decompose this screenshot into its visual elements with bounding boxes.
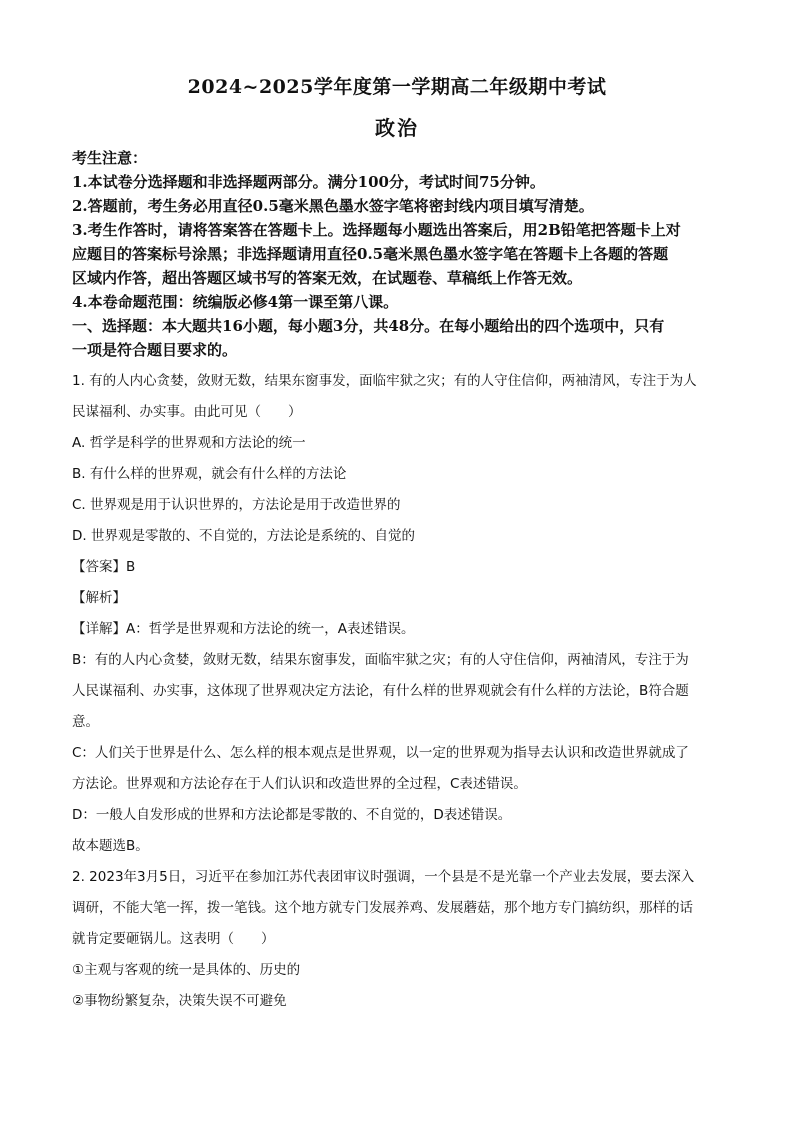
- q2-stem: 就肯定要砸锅儿。这表明（ ）: [72, 931, 275, 947]
- q1-detail: B：有的人内心贪婪，敛财无数，结果东窗事发，面临牢狱之灾；有的人守住信仰，两袖清风，专注于为: [72, 652, 689, 668]
- answer-label: 【答案】: [72, 559, 126, 575]
- q1-detail: 人民谋福利、办实事，这体现了世界观决定方法论，有什么样的世界观就会有什么样的方法论，B符合题: [72, 683, 689, 699]
- q2-stem: 调研，不能大笔一挥，拨一笔钱。这个地方就专门发展养鸡、发展蘑菇，那个地方专门搞纺织，那样的话: [72, 900, 693, 916]
- q1-conclusion: 故本题选B。: [72, 838, 149, 854]
- q1-stem: 民谋福利、办实事。由此可见（ ）: [72, 404, 302, 420]
- q1-option-c: C. 世界观是用于认识世界的，方法论是用于改造世界的: [72, 497, 401, 513]
- q1-answer: [72, 552, 724, 583]
- exam-title: 2024~2025学年度第一学期高二年级期中考试: [187, 76, 607, 98]
- detail-label: 【详解】: [72, 621, 126, 637]
- notice-item: 3.考生作答时，请将答案答在答题卡上。选择题每小题选出答案后，用2B铅笔把答题卡上对: [72, 221, 681, 239]
- q1-option-b: B. 有什么样的世界观，就会有什么样的方法论: [72, 466, 347, 482]
- notice-heading: 考生注意：: [72, 149, 148, 167]
- exam-content: [72, 146, 724, 1017]
- notice-item: 区域内作答，超出答题区域书写的答案无效，在试题卷、草稿纸上作答无效。: [72, 269, 583, 287]
- section-heading: 一、选择题：本大题共16小题，每小题3分，共48分。在每小题给出的四个选项中，只有: [72, 317, 665, 335]
- section-heading: 一项是符合题目要求的。: [72, 341, 238, 359]
- exam-subject: 政治: [375, 116, 419, 140]
- q1-detail: 方法论。世界观和方法论存在于人们认识和改造世界的全过程，C表述错误。: [72, 776, 527, 792]
- notice-item: 4.本卷命题范围：统编版必修4第一课至第八课。: [72, 293, 399, 311]
- q1-option-a: A. 哲学是科学的世界观和方法论的统一: [72, 435, 306, 451]
- q1-stem: 1. 有的人内心贪婪，敛财无数，结果东窗事发，面临牢狱之灾；有的人守住信仰，两袖清风，专注于为人: [72, 373, 697, 389]
- q2-stem: 2. 2023年3月5日，习近平在参加江苏代表团审议时强调，一个县是不是光靠一个产业去发展，要去深入: [72, 869, 695, 885]
- q1-detail: [72, 614, 724, 645]
- notice-item: 2.答题前，考生务必用直径0.5毫米黑色墨水签字笔将密封线内项目填写清楚。: [72, 197, 594, 215]
- q1-detail: C：人们关于世界是什么、怎么样的根本观点是世界观，以一定的世界观为指导去认识和改造世界就成了: [72, 745, 689, 761]
- q2-option-1: ①主观与客观的统一是具体的、历史的: [72, 962, 301, 978]
- answer-value: B: [126, 559, 136, 575]
- notice-item: 应题目的答案标号涂黑；非选择题请用直径0.5毫米黑色墨水签字笔在答题卡上各题的答题: [72, 245, 669, 263]
- q2-option-2: ②事物纷繁复杂，决策失误不可避免: [72, 993, 287, 1009]
- q1-option-d: D. 世界观是零散的、不自觉的，方法论是系统的、自觉的: [72, 528, 415, 544]
- detail-text: A：哲学是世界观和方法论的统一，A表述错误。: [126, 621, 415, 637]
- q1-detail: 意。: [72, 714, 99, 730]
- notice-item: 1.本试卷分选择题和非选择题两部分。满分100分，考试时间75分钟。: [72, 173, 545, 191]
- q1-analysis-label: 【解析】: [72, 590, 126, 606]
- q1-detail: D：一般人自发形成的世界和方法论都是零散的、不自觉的，D表述错误。: [72, 807, 512, 823]
